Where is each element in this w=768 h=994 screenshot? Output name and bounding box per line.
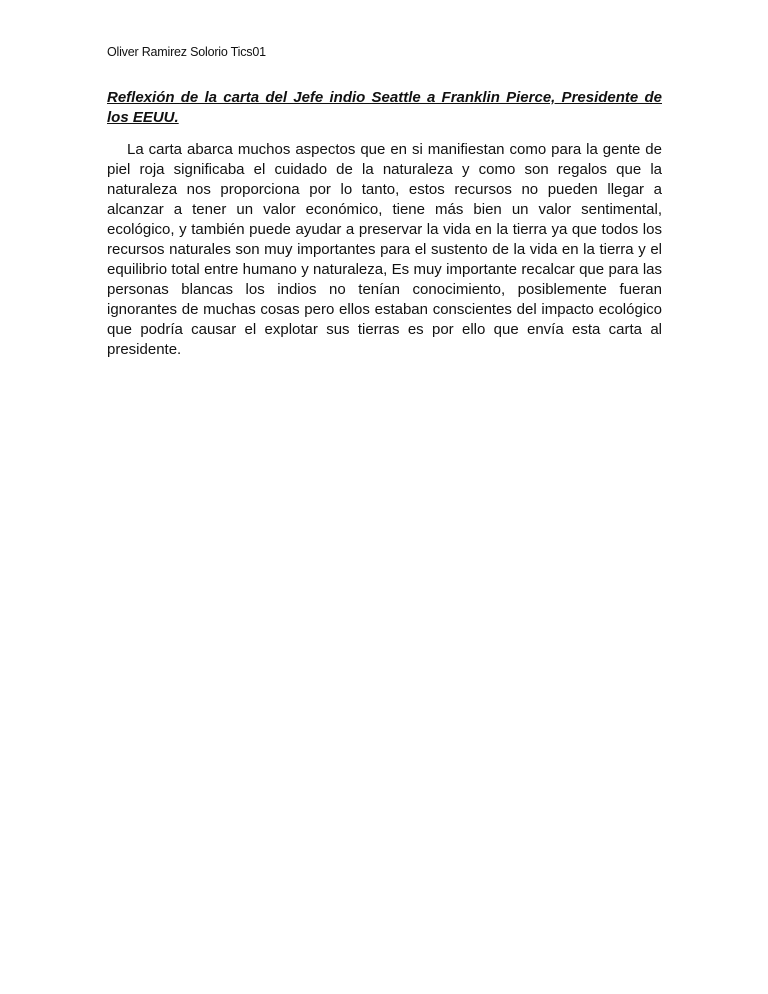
author-line: Oliver Ramirez Solorio Tics01 — [107, 45, 266, 59]
body-paragraph: La carta abarca muchos aspectos que en si manifiestan como para la gente de piel roja significaba el cuidado de la naturaleza y como son regalos que la naturaleza nos proporciona por lo tanto, estos recursos no pueden llegar a alcanzar a tener un valor económico, tiene más bien un valor sentimental, ecológico, y también puede ayudar a preservar la vida en la tierra ya que todos los recursos naturales son muy importantes para el sustento de la vida en la tierra y el equilibrio total entre humano y naturaleza, Es muy importante recalcar que para las personas blancas los indios no tenían conocimiento, posiblemente fueran ignorantes de muchas cosas pero ellos estaban conscientes del impacto ecológico que podría causar el explotar sus tierras es por ello que envía esta carta al presidente. — [107, 141, 662, 358]
document-title: Reflexión de la carta del Jefe indio Seattle a Franklin Pierce, Presidente de los EEUU. — [107, 89, 662, 126]
